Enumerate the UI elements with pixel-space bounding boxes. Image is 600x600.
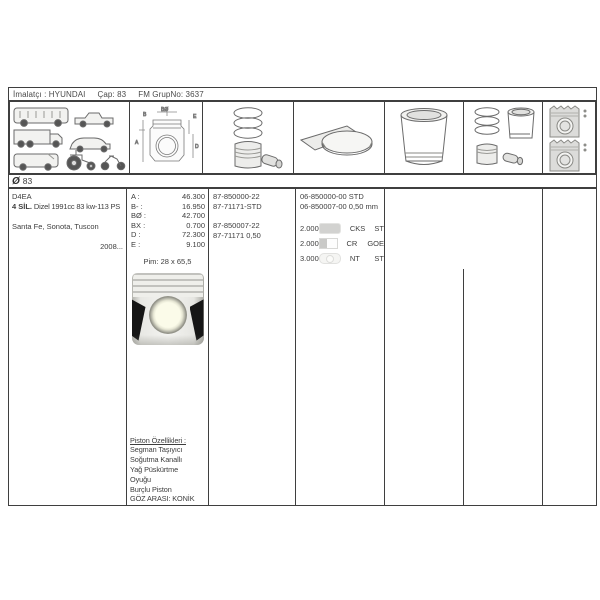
- piston-cross-sections-icon: [543, 102, 595, 173]
- engine-year: 2008...: [100, 242, 123, 251]
- diagram-label-e: E: [193, 113, 197, 120]
- dimension-row: [127, 230, 208, 240]
- diameter-symbol: Ø: [12, 175, 20, 187]
- dimension-row: [127, 192, 208, 202]
- diagram-label-bo: BØ: [161, 106, 169, 113]
- piston-ring-grooves: [133, 273, 203, 297]
- dim-value: 42.700: [182, 211, 205, 221]
- catalog-sheet: [8, 87, 597, 506]
- engine-spec-text: Dizel 1991cc 83 kw-113 PS: [33, 202, 121, 211]
- feature-item: Burçlu Piston: [130, 484, 172, 494]
- header-bar: [8, 87, 597, 101]
- group-number-label: FM GrupNo: 3637: [138, 89, 204, 99]
- oil-ring-profile-icon: [319, 253, 341, 264]
- taper-ring-profile-icon: [319, 223, 341, 234]
- vehicle-applications-icon: [10, 102, 130, 173]
- dim-label: A :: [131, 192, 140, 201]
- feature-item: GÖZ ARASI: KONİK: [130, 494, 195, 504]
- diameter-label: Çap: 83: [97, 89, 127, 99]
- dim-label: B- :: [131, 201, 143, 211]
- engine-code: D4EA: [12, 192, 32, 201]
- dim-label: E :: [131, 239, 141, 249]
- dim-label: BØ :: [131, 211, 147, 221]
- dimension-row: [127, 240, 208, 250]
- ring-code: CR: [346, 238, 358, 248]
- ring-spec-row: [300, 236, 384, 251]
- ring-size: 3.000: [300, 253, 319, 263]
- features-title: Piston Özellikleri :: [130, 435, 186, 445]
- ring-brand: GOE: [367, 238, 384, 248]
- cylinder-liner-icon: [385, 102, 464, 173]
- dim-label: BX :: [131, 220, 146, 230]
- piston-with-rings-and-pin-icon: [203, 102, 294, 173]
- dimension-row: [127, 221, 208, 231]
- napier-ring-profile-icon: [319, 238, 338, 249]
- oil-ring-expander-dot: [326, 255, 334, 263]
- feature-item: Oyuğu: [130, 474, 151, 484]
- ring-brand: ST: [374, 223, 384, 233]
- liner-and-rings-cell: [296, 189, 385, 270]
- engine-models: Santa Fe, Sonota, Tuscon: [12, 222, 99, 231]
- diameter-value: 83: [22, 176, 33, 186]
- liner-code: 06-850000-00 STD: [300, 192, 364, 201]
- empty-cell: [209, 269, 296, 505]
- dimension-row: [127, 211, 208, 221]
- diagram-label-d: D: [195, 143, 199, 150]
- dim-value: 9.100: [186, 239, 205, 249]
- engine-spec: [12, 202, 124, 212]
- empty-right-column: [542, 189, 596, 505]
- piston-part-numbers-cell: [209, 189, 296, 270]
- dimension-row: [127, 202, 208, 212]
- piston-side-photo: [132, 273, 204, 345]
- ring-spec-row: [300, 251, 384, 266]
- piston-crown-bowl: [131, 354, 205, 428]
- empty-cell: [385, 269, 464, 505]
- piston-code: 87-850007-22: [213, 221, 260, 230]
- parts-table: [8, 188, 597, 506]
- engine-cylinders: 4 SİL.: [12, 202, 33, 211]
- piston-liner-kit-icon: [464, 102, 543, 173]
- feature-item: Yağ Püskürtme: [130, 464, 179, 474]
- diameter-row: [8, 175, 597, 188]
- piston-code: 87-850000-22: [213, 192, 260, 201]
- dim-value: 46.300: [182, 192, 205, 201]
- engine-info-cell: [9, 189, 127, 505]
- feature-item: Segman Taşıyıcı: [130, 445, 183, 455]
- ring-brand: ST: [374, 253, 384, 263]
- dim-value: 0.700: [186, 220, 205, 230]
- dim-value: 72.300: [182, 230, 205, 240]
- manufacturer-label: İmalatçı : HYUNDAI: [13, 89, 86, 99]
- piston-top-photo: [131, 354, 205, 430]
- ring-spec-row: [300, 221, 384, 236]
- piston-pin-bore: [149, 296, 187, 334]
- ring-code: NT: [349, 253, 360, 263]
- dim-label: D :: [131, 230, 141, 240]
- ring-size: 2.000: [300, 223, 319, 233]
- diagram-label-a: A: [135, 139, 139, 146]
- empty-cell: [296, 269, 385, 505]
- diagram-label-b: B: [143, 111, 147, 118]
- liner-code: 06-850007-00 0,50 mm: [300, 202, 378, 211]
- ring-carrier-plate-icon: [294, 102, 385, 173]
- piston-code: 87-71171-STD: [213, 202, 262, 211]
- ring-size: 2.000: [300, 238, 319, 248]
- dimensions-cell: [127, 189, 209, 505]
- piston-skirt-shade: [132, 335, 204, 345]
- piston-code: 87-71171 0,50: [213, 231, 261, 240]
- empty-cell: [385, 189, 542, 270]
- pin-size-label: Pim: 28 x 65,5: [143, 256, 192, 266]
- piston-features: [127, 436, 208, 505]
- empty-cell: [464, 269, 542, 505]
- piston-dimension-diagram-icon: [130, 102, 203, 173]
- icon-strip: [8, 100, 597, 175]
- ring-code: CKS: [349, 223, 366, 233]
- feature-item: Soğutma Kanallı: [130, 455, 183, 465]
- dim-value: 16.950: [182, 201, 205, 211]
